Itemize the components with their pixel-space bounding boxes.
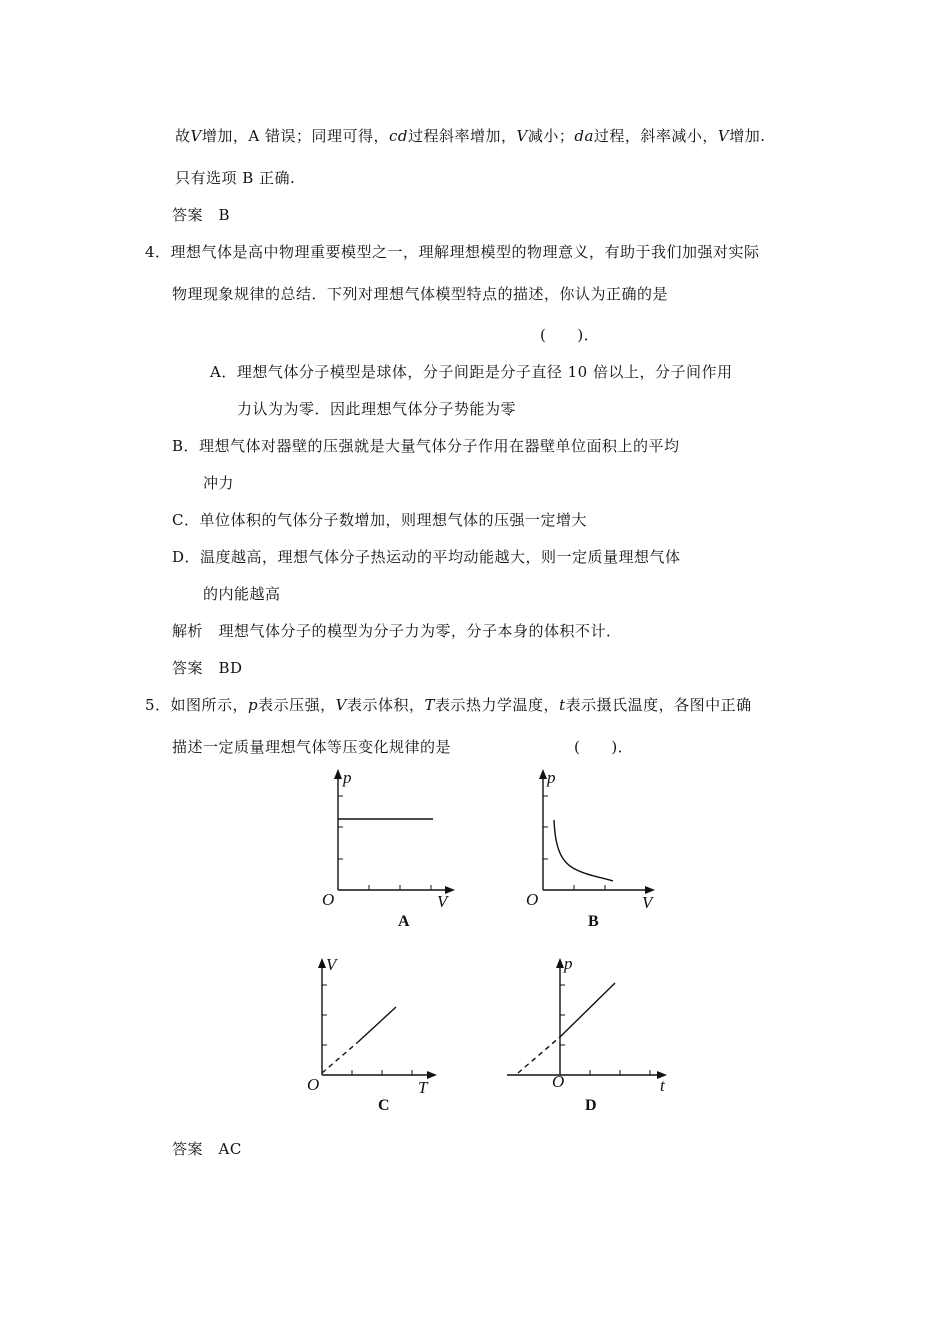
figure-B — [515, 765, 665, 939]
y-axis-label: p — [564, 954, 573, 973]
origin-label: O — [322, 890, 335, 909]
var-V: V — [335, 696, 348, 714]
text-span: 增加，A 错误；同理可得， — [201, 127, 389, 145]
var-cd: cd — [388, 127, 408, 145]
origin-label: O — [526, 890, 539, 909]
option-D-line-1: D．温度越高，理想气体分子热运动的平均动能越大，则一定质量理想气体 — [172, 548, 681, 566]
option-A-line-1: A．理想气体分子模型是球体，分子间距是分子直径 10 倍以上，分子间作用 — [210, 363, 733, 381]
var-da: da — [574, 127, 594, 145]
question-5-line-1 — [145, 695, 752, 715]
var-V: V — [516, 127, 528, 145]
var-V: V — [190, 127, 202, 145]
y-arrow — [318, 958, 326, 968]
figure-C — [295, 950, 445, 1124]
figure-caption: A — [398, 913, 410, 930]
figure-B-svg — [515, 765, 665, 935]
question-5-line-2: 描述一定质量理想气体等压变化规律的是 — [172, 738, 452, 756]
x-axis-label: V — [642, 893, 653, 912]
text-span: 表示压强， — [258, 696, 336, 714]
ticks — [338, 796, 431, 890]
y-arrow — [334, 769, 342, 779]
question-4-bracket: ( )． — [540, 326, 600, 344]
y-arrow — [539, 769, 547, 779]
y-axis-label: p — [343, 768, 352, 787]
y-axis-label: V — [326, 955, 337, 974]
question-4-line-1: 4．理想气体是高中物理重要模型之一，理解理想模型的物理意义，有助于我们加强对实际 — [145, 243, 760, 261]
var-p: p — [248, 696, 259, 714]
figure-caption: B — [588, 913, 599, 930]
option-A-line-2: 力认为为零．因此理想气体分子势能为零 — [237, 400, 517, 418]
text-span: 故 — [175, 127, 191, 145]
option-B-line-1: B．理想气体对器壁的压强就是大量气体分子作用在器壁单位面积上的平均 — [172, 437, 680, 455]
question-5-bracket: ( )． — [574, 738, 634, 756]
figure-A — [310, 765, 460, 939]
hyperbola-curve — [554, 820, 613, 881]
var-T: T — [424, 696, 436, 714]
answer-q5: 答案 AC — [172, 1140, 242, 1158]
option-D-line-2: 的内能越高 — [203, 585, 281, 603]
text-span: 过程，斜率减小， — [593, 127, 718, 145]
text-span: 过程斜率增加， — [407, 127, 517, 145]
solution-line-2: 只有选项 B 正确. — [175, 169, 296, 187]
origin-label: O — [552, 1072, 565, 1091]
solution-line-1 — [175, 126, 766, 146]
text-span: 增加. — [729, 127, 766, 145]
text-span: 5．如图所示， — [145, 696, 249, 714]
question-4-line-2: 物理现象规律的总结．下列对理想气体模型特点的描述，你认为正确的是 — [172, 285, 669, 303]
origin-label: O — [307, 1075, 320, 1094]
x-arrow — [427, 1071, 437, 1079]
x-axis-label: t — [660, 1076, 665, 1095]
y-axis-label: p — [547, 768, 556, 787]
x-axis-label: T — [418, 1078, 428, 1097]
text-span: 表示热力学温度， — [435, 696, 560, 714]
var-V: V — [717, 127, 730, 145]
text-span: 表示摄氏温度，各图中正确 — [565, 696, 752, 714]
y-arrow — [556, 958, 564, 968]
figure-D — [505, 950, 680, 1124]
ticks — [322, 985, 412, 1075]
isobar-line — [560, 983, 615, 1037]
ticks — [560, 985, 650, 1075]
figure-caption: D — [585, 1097, 597, 1114]
extrapolated-dashed-line — [518, 1037, 560, 1073]
figure-A-svg — [310, 765, 460, 935]
figure-caption: C — [378, 1097, 390, 1114]
answer-q4: 答案 BD — [172, 659, 243, 677]
isobar-line — [358, 1007, 396, 1042]
explanation-q4: 解析 理想气体分子的模型为分子力为零，分子本身的体积不计． — [172, 622, 622, 640]
x-axis-label: V — [437, 892, 448, 911]
option-B-line-2: 冲力 — [203, 474, 235, 492]
extrapolated-dashed-line — [322, 1042, 358, 1073]
figure-C-svg — [295, 950, 445, 1120]
text-span: 表示体积， — [347, 696, 425, 714]
var-t: t — [559, 696, 566, 714]
text-span: 减小； — [527, 127, 575, 145]
option-C: C．单位体积的气体分子数增加，则理想气体的压强一定增大 — [172, 511, 587, 529]
answer-q3: 答案 B — [172, 206, 231, 224]
figure-D-svg — [505, 950, 680, 1120]
